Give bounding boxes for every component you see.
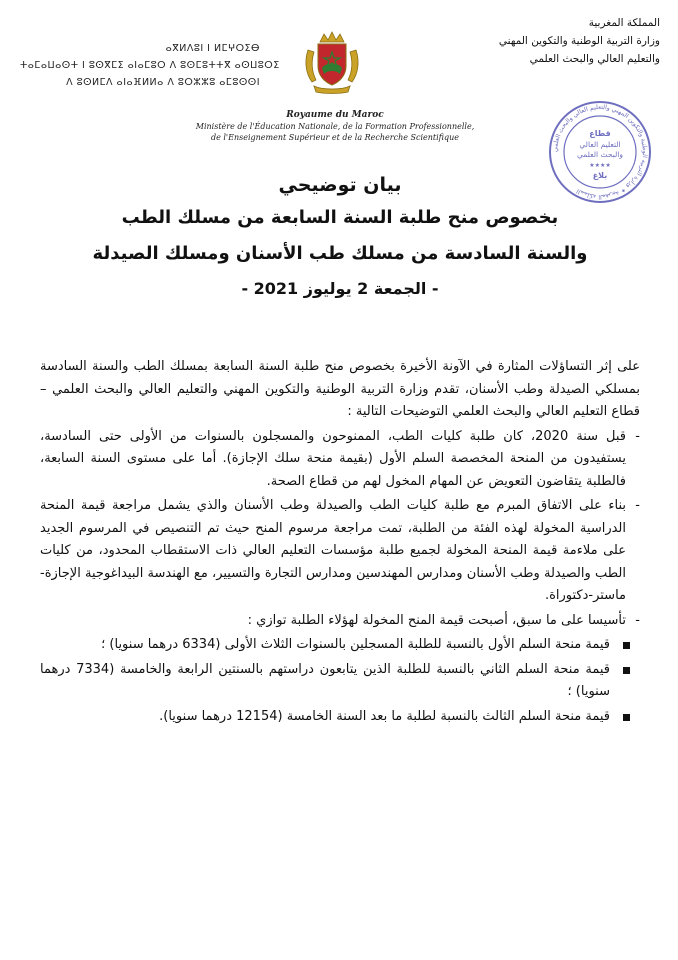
square-bullet-icon <box>623 642 630 649</box>
header-french <box>170 110 500 143</box>
square-bullet-icon <box>623 667 630 674</box>
document-titles <box>60 170 620 306</box>
point-text: تأسيسا على ما سبق، أصبحت قيمة المنح المخولة لهؤلاء الطلبة توازي : <box>247 612 626 628</box>
point-item <box>40 495 640 608</box>
dash-marker: - <box>635 428 640 444</box>
grant-text: قيمة منحة السلم الأول بالنسبة للطلبة المسجلين بالسنوات الثلاث الأولى (6334 درهما سنويا) ؛ <box>101 637 610 652</box>
intro-paragraph: على إثر التساؤلات المثارة في الآونة الأخيرة بخصوص منح طلبة السنة السابعة بمسلك الطب والسنة السادسة بمسلكي الصيدلة وطب الأسنان، تقدم وزارة التربية الوطنية والتكوين المهني والتعليم العالي والبحث العلمي – قطاع التعليم العالي والبحث العلمي التوضيحات التالية : <box>40 359 640 419</box>
document-date: - الجمعة 2 يوليوز 2021 - <box>241 279 439 298</box>
header-arabic <box>460 14 660 68</box>
stamp-stars: ★★★★ <box>589 162 611 169</box>
grant-list-item <box>40 659 640 704</box>
document-title: بيان توضيحي <box>278 174 402 196</box>
header-tifinagh <box>20 40 280 91</box>
document-subtitle: والسنة السادسة من مسلك طب الأسنان ومسلك الصيدلة <box>92 243 588 264</box>
document-body <box>40 356 640 730</box>
grant-list <box>40 634 640 728</box>
dash-marker: - <box>635 498 640 513</box>
stamp-center-line: والبحث العلمي <box>577 150 623 159</box>
header-ar-line: وزارة التربية الوطنية والتكوين المهني <box>498 35 660 47</box>
grant-text: قيمة منحة السلم الثاني بالنسبة للطلبة الذين يتابعون دراستهم بالسنتين الرابعة والخامسة (7334 درهما سنويا) ؛ <box>40 661 610 699</box>
header-tfng-line: ⵜⴰⵎⴰⵡⴰⵙⵜ ⵏ ⵓⵙⴳⵎⵉ ⴰⵏⴰⵎⵓⵔ ⴷ ⵓⵙⵎⵓⵜⵜⴳ ⴰⵙⵡⵓⵔⵉ <box>20 60 280 71</box>
grant-list-item <box>40 706 640 729</box>
header-fr-title: Royaume du Maroc <box>286 110 384 120</box>
grant-text: قيمة منحة السلم الثالث بالنسبة لطلبة ما بعد السنة الخامسة (12154 درهما سنويا). <box>159 708 610 724</box>
header-ar-line: والتعليم العالي والبحث العلمي <box>529 53 660 65</box>
point-text: بناء على الاتفاق المبرم مع طلبة كليات الطب والصيدلة وطب الأسنان والذي يشمل مراجعة قيمة المنحة الدراسية المخولة لهذه الفئة من الطلبة، تمت مراجعة مرسوم المنح حيث تم التنصيص في المرسوم الجديد على ملاءمة قيمة المنحة المخولة لجميع طلبة مؤسسات التعليم العالي ذات الاستقطاب المحدود، من كليات الطب والصيدلة وطب الأسنان ومدارس المهندسين ومدارس التجارة والتسيير، مع الهندسة البيداغوجية الإجازة-ماستر-دكتوراة. <box>40 498 626 603</box>
header-ar-line: المملكة المغربية <box>588 17 660 29</box>
dash-marker: - <box>635 612 640 628</box>
point-text: قبل سنة 2020، كان طلبة كليات الطب، الممنوحون والمسجلون بالسنوات من الأولى حتى السادسة، يستفيدون من المنحة المخصصة السلم الأول (بقيمة منحة سلك الإجازة). أما على مستوى السنة السابعة، فالطلبة يتقاضون التعويض عن المهام المخول لهم من قطاع الصحة. <box>40 428 626 489</box>
moroccan-emblem-icon <box>300 28 364 94</box>
point-item <box>40 426 640 494</box>
stamp-center-line: التعليم العالي <box>579 140 621 149</box>
square-bullet-icon <box>623 714 630 721</box>
header-fr-line: de l'Enseignement Supérieur et de la Recherche Scientifique <box>210 133 460 142</box>
stamp-center-line: بلاغ <box>592 171 608 180</box>
header-fr-line: Ministère de l'Éducation Nationale, de la Formation Professionnelle, <box>195 122 475 131</box>
stamp-center-line: قطاع <box>589 129 611 138</box>
document-subtitle: بخصوص منح طلبة السنة السابعة من مسلك الطب <box>121 207 559 228</box>
header-tfng-line: ⴷ ⵓⵙⵍⵎⴷ ⴰⵏⴰⴼⵍⵍⴰ ⴷ ⵓⵔⵣⵣⵓ ⴰⵎⵓⵙⵙⵏ <box>66 77 260 88</box>
point-item <box>40 610 640 633</box>
stamp-ring-text: المملكة المغربية ✦ وزارة التربية الوطنية والتكوين المهني والتعليم العالي والبحث العلمي <box>551 103 649 201</box>
grant-list-item <box>40 634 640 657</box>
header-tfng-line: ⴰⴳⵍⴷⵓⵏ ⵏ ⵍⵎⵖⵔⵉⴱ <box>165 43 260 54</box>
